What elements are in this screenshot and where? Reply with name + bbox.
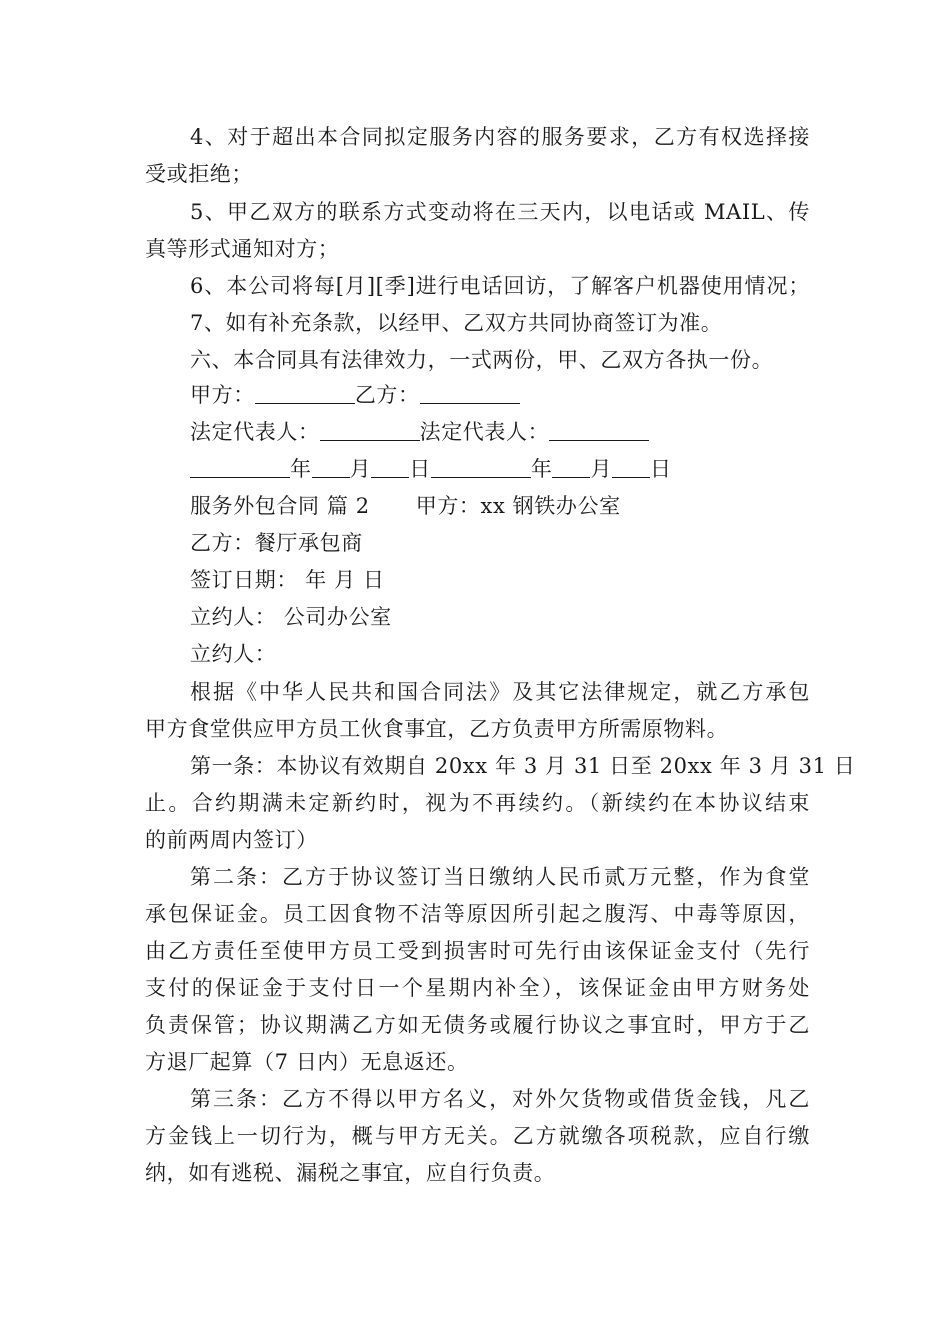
article-2-line-6: 方退厂起算（7 日内）无息返还。 — [145, 1050, 469, 1074]
article-2-line-4: 支付的保证金于支付日一个星期内补全），该保证金由甲方财务处 — [145, 976, 810, 1000]
party-a-blank — [255, 381, 355, 404]
month-b-blank — [552, 455, 590, 478]
section-six-line: 六、本合同具有法律效力，一式两份，甲、乙双方各执一份。 — [190, 348, 774, 372]
year-a-label: 年 — [290, 457, 312, 481]
clause-5-line-1: 5、甲乙双方的联系方式变动将在三天内，以电话或 MAIL、传 — [190, 200, 810, 224]
article-2-line-5: 负责保管；协议期满乙方如无债务或履行协议之事宜时，甲方于乙 — [145, 1013, 810, 1037]
year-b-label: 年 — [530, 457, 553, 481]
article-2-line-2: 承包保证金。员工因食物不洁等原因所引起之腹泻、中毒等原因， — [145, 902, 810, 926]
month-a-label: 月 — [349, 457, 372, 481]
party-b-blank — [420, 381, 520, 404]
second-contract-title: 服务外包合同 篇 2 — [190, 494, 370, 518]
article-3-line-2: 方金钱上一切行为，概与甲方无关。乙方就缴各项税款，应自行缴 — [145, 1124, 810, 1148]
preamble-line-2: 甲方食堂供应甲方员工伙食事宜，乙方负责甲方所需原物料。 — [145, 717, 729, 741]
second-signer-1: 立约人： 公司办公室 — [190, 605, 392, 629]
second-contract-header — [190, 491, 810, 521]
rep-b-label: 法定代表人： — [419, 420, 550, 444]
day-b-blank — [612, 455, 650, 478]
day-a-label: 日 — [409, 457, 431, 481]
party-a-label: 甲方： — [190, 383, 255, 407]
signature-parties-row — [190, 380, 810, 410]
article-2-line-1: 第二条：乙方于协议签订当日缴纳人民币贰万元整，作为食堂 — [190, 865, 810, 889]
day-a-blank — [371, 455, 409, 478]
signature-dates-row — [190, 454, 810, 484]
clause-6-line: 6、本公司将每[月][季]进行电话回访，了解客户机器使用情况； — [190, 274, 810, 298]
article-3-line-3: 纳，如有逃税、漏税之事宜，应自行负责。 — [145, 1161, 556, 1185]
article-1-line-1: 第一条：本协议有效期自 20xx 年 3 月 31 日至 20xx 年 3 月 31 日 — [190, 754, 856, 778]
signature-representatives-row — [190, 417, 810, 447]
article-3-line-1: 第三条：乙方不得以甲方名义，对外欠货物或借货金钱，凡乙 — [190, 1087, 810, 1111]
rep-b-blank — [549, 418, 649, 441]
article-1-line-3: 的前两周内签订） — [145, 828, 318, 852]
clause-4-line-1: 4、对于超出本合同拟定服务内容的服务要求，乙方有权选择接 — [190, 125, 810, 149]
clause-4-line-2: 受或拒绝； — [145, 162, 253, 186]
second-signer-2: 立约人： — [190, 642, 277, 666]
year-a-blank — [190, 455, 290, 478]
clause-7-line: 7、如有补充条款，以经甲、乙双方共同协商签订为准。 — [190, 311, 723, 335]
party-b-label: 乙方： — [354, 383, 420, 407]
day-b-label: 日 — [650, 457, 672, 481]
month-b-label: 月 — [590, 457, 613, 481]
article-1-line-2: 止。合约期满未定新约时，视为不再续约。（新续约在本协议结束 — [145, 791, 810, 815]
rep-a-label: 法定代表人： — [190, 420, 320, 444]
second-sign-date: 签订日期： 年 月 日 — [190, 568, 385, 592]
second-party-b: 乙方：餐厅承包商 — [190, 531, 363, 555]
month-a-blank — [312, 455, 350, 478]
second-party-a: 甲方：xx 钢铁办公室 — [415, 494, 621, 518]
year-b-blank — [431, 455, 531, 478]
article-2-line-3: 由乙方责任至使甲方员工受到损害时可先行由该保证金支付（先行 — [145, 939, 810, 963]
clause-5-line-2: 真等形式通知对方； — [145, 237, 340, 261]
rep-a-blank — [320, 418, 420, 441]
preamble-line-1: 根据《中华人民共和国合同法》及其它法律规定，就乙方承包 — [190, 680, 810, 704]
